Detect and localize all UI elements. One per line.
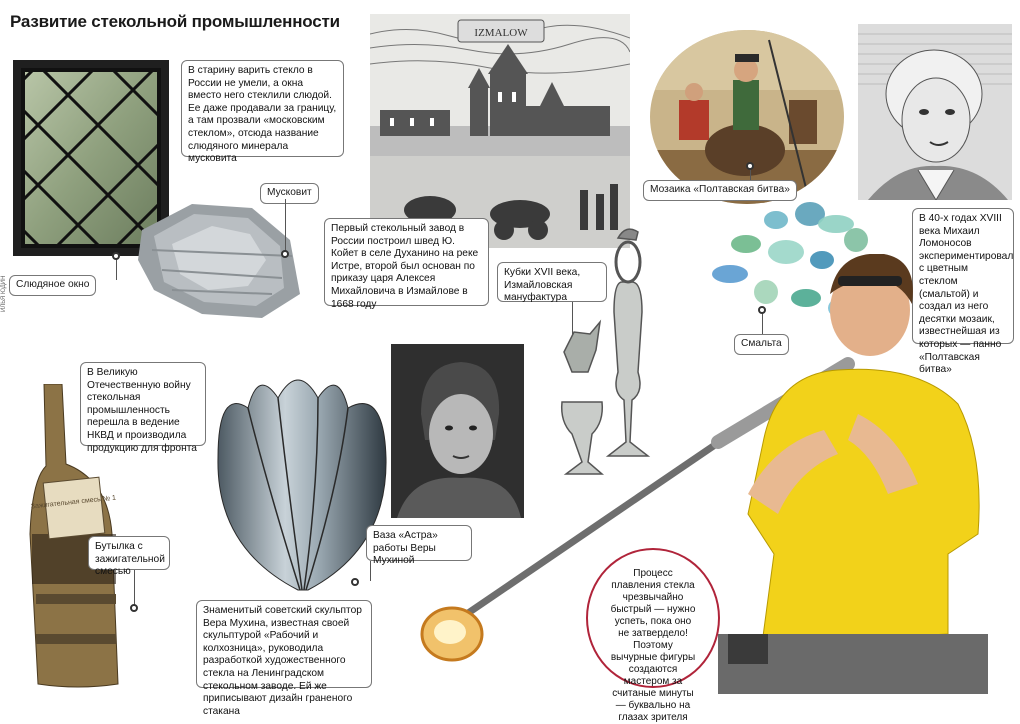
- smalt-label: Смальта: [734, 334, 789, 355]
- muscovite-label: Мусковит: [260, 183, 319, 204]
- leader-line: [134, 570, 135, 608]
- leader-line: [285, 199, 286, 255]
- bottle-label: Бутылка с зажигательной смесью: [88, 536, 170, 570]
- lomonosov-caption: В 40-х годах XVIII века Михаил Ломоносов экспериментировал с цветным стеклом (смальтой) и создал из него десятки мозаик, известнейшая из которых — панно «Полтавская битва»: [912, 208, 1014, 344]
- smalt-piece: [818, 215, 854, 233]
- mukhina-caption: Знаменитый советский скульптор Вера Мухина, известная своей скульптурой «Рабочий и колхозница», руководила разработкой художественного стекла на Ленинградском стекольном заводе. Ей же приписывают дизайн граненого стакана: [196, 600, 372, 688]
- mica-window-caption: В старину варить стекло в России не умели, а окна вместо него стеклили слюдой. Ее даже продавали за границу, а там прозвали «московским стеклом», отсюда название слюдяного минерала мусковита: [181, 60, 344, 157]
- izmailovo-engraving: [370, 14, 630, 248]
- vase-label: Ваза «Астра» работы Веры Мухиной: [366, 525, 472, 561]
- war-caption: В Великую Отечественную войну стекольная промышленность перешла в ведение НКВД и производила продукцию для фронта: [80, 362, 206, 446]
- goblets-label: Кубки XVII века, Измайловская мануфактура: [497, 262, 607, 302]
- lomonosov-portrait: [858, 24, 1012, 200]
- pointer-dot: [281, 250, 289, 258]
- first-factory-caption: Первый стекольный завод в России построил швед Ю. Койет в селе Духанино на реке Истре, второй был основан по приказу царя Алексея Михайловича в Измайлове в 1668 году: [324, 218, 489, 306]
- engraving-caption: IZMALOW: [474, 27, 528, 39]
- smalt-piece: [764, 211, 788, 229]
- bottle-tag: Зажигательная смесь № 1: [30, 494, 117, 511]
- smalt-piece: [731, 235, 761, 253]
- mosaic-label: Мозаика «Полтавская битва»: [643, 180, 797, 201]
- pointer-dot: [351, 578, 359, 586]
- leader-line: [370, 561, 371, 581]
- smalt-piece: [844, 228, 868, 252]
- muscovite-image: [132, 190, 307, 330]
- mosaic-poltava-image: [649, 30, 845, 205]
- pointer-dot: [746, 162, 754, 170]
- pointer-dot: [112, 252, 120, 260]
- pointer-dot: [130, 604, 138, 612]
- photo-credit: ИЛЬЯ ЮДИН: [1, 275, 7, 312]
- mica-window-label: Слюдяное окно: [9, 275, 96, 296]
- process-caption: Процесс плавления стекла чрезвычайно быстрый — нужно успеть, пока оно не затвердело! Поэтому вычурные фигуры создаются мастером за считаные минуты — буквально на глазах зрителя: [586, 548, 720, 688]
- page-title: Развитие стекольной промышленности: [10, 12, 340, 31]
